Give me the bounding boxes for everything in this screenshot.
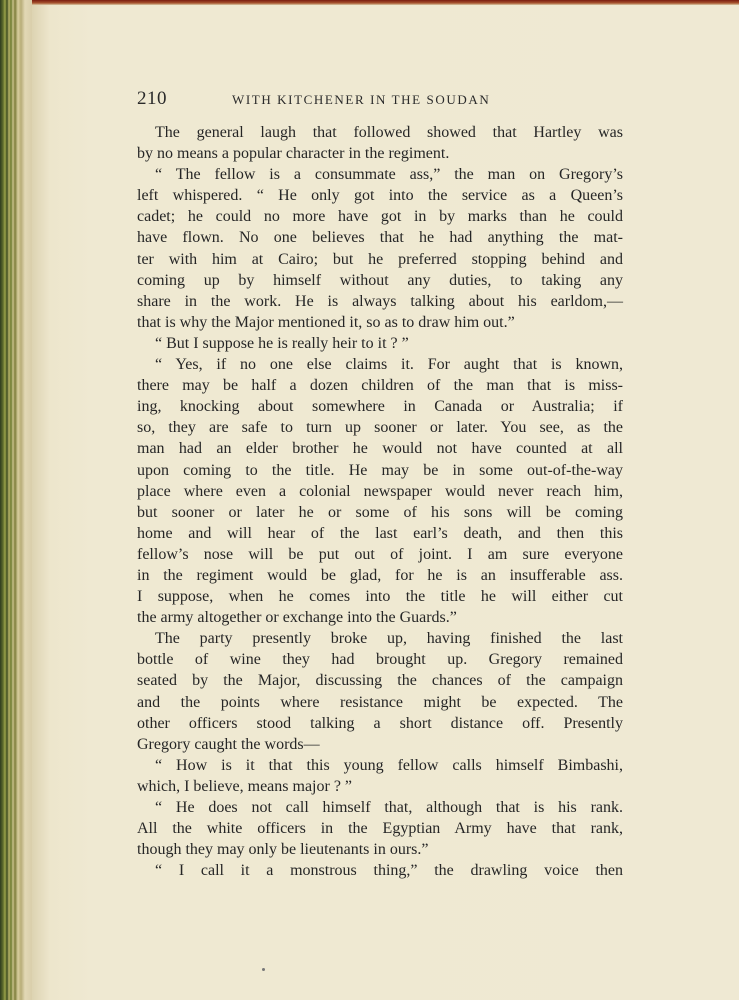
page-speck — [262, 968, 265, 971]
text-line: “ Yes, if no one else claims it. For aught that is known, — [155, 356, 623, 374]
text-line: that is why the Major mentioned it, so as to draw him out.” — [137, 313, 515, 331]
text-line: ing, knocking about somewhere in Canada or Australia; if — [137, 398, 623, 416]
text-line: Gregory caught the words— — [137, 735, 320, 753]
text-line: there may be half a dozen children of the man that is miss- — [137, 377, 623, 395]
text-line: man had an elder brother he would not have counted at all — [137, 440, 623, 458]
text-line: fellow’s nose will be put out of joint. I am sure everyone — [137, 545, 623, 563]
text-line: which, I believe, means major ? ” — [137, 777, 353, 795]
text-line: “ How is it that this young fellow calls himself Bimbashi, — [155, 756, 623, 774]
text-line: The general laugh that followed showed that Hartley was — [155, 124, 623, 141]
text-line: seated by the Major, discussing the chances of the campaign — [137, 672, 623, 690]
text-line: upon coming to the title. He may be in some out-of-the-way — [137, 461, 623, 479]
text-line: the army altogether or exchange into the Guards.” — [137, 609, 457, 627]
text-line: I suppose, when he comes into the title he will either cut — [137, 588, 623, 606]
text-line: ter with him at Cairo; but he preferred stopping behind and — [137, 250, 623, 268]
text-line: “ I call it a monstrous thing,” the drawling voice then — [155, 862, 623, 880]
page-number: 210 — [137, 88, 167, 109]
text-line: share in the work. He is always talking about his earldom,— — [137, 292, 623, 310]
text-line: but sooner or later he or some of his sons will be coming — [137, 503, 623, 521]
text-line: have flown. No one believes that he had anything the mat- — [137, 229, 623, 247]
text-line: other officers stood talking a short distance off. Presently — [137, 714, 623, 732]
text-line: “ The fellow is a consummate ass,” the man on Gregory’s — [155, 166, 623, 184]
body-text — [137, 122, 623, 881]
text-line: “ But I suppose he is really heir to it ? ” — [155, 334, 409, 352]
book-binding — [0, 0, 32, 1000]
text-line: place where even a colonial newspaper would never reach him, — [137, 482, 623, 500]
text-line: home and will hear of the last earl’s death, and then this — [137, 524, 623, 542]
page-header — [137, 88, 623, 112]
text-line: The party presently broke up, having finished the last — [155, 630, 623, 648]
text-line: left whispered. “ He only got into the service as a Queen’s — [137, 187, 623, 205]
running-title: WITH KITCHENER IN THE SOUDAN — [232, 92, 491, 107]
text-line: so, they are safe to turn up sooner or later. You see, as the — [137, 419, 623, 437]
text-line: by no means a popular character in the regiment. — [137, 145, 450, 163]
text-line: “ He does not call himself that, although that is his rank. — [155, 799, 623, 816]
text-line: All the white officers in the Egyptian Army have that rank, — [137, 820, 623, 838]
text-line: and the points where resistance might be expected. The — [137, 693, 623, 711]
text-line: though they may only be lieutenants in ours.” — [137, 841, 429, 859]
text-line: coming up by himself without any duties, to taking any — [137, 271, 623, 289]
text-line: cadet; he could no more have got in by marks than he could — [137, 208, 623, 226]
text-line: bottle of wine they had brought up. Gregory remained — [137, 651, 623, 669]
text-line: in the regiment would be glad, for he is an insufferable ass. — [137, 566, 623, 584]
